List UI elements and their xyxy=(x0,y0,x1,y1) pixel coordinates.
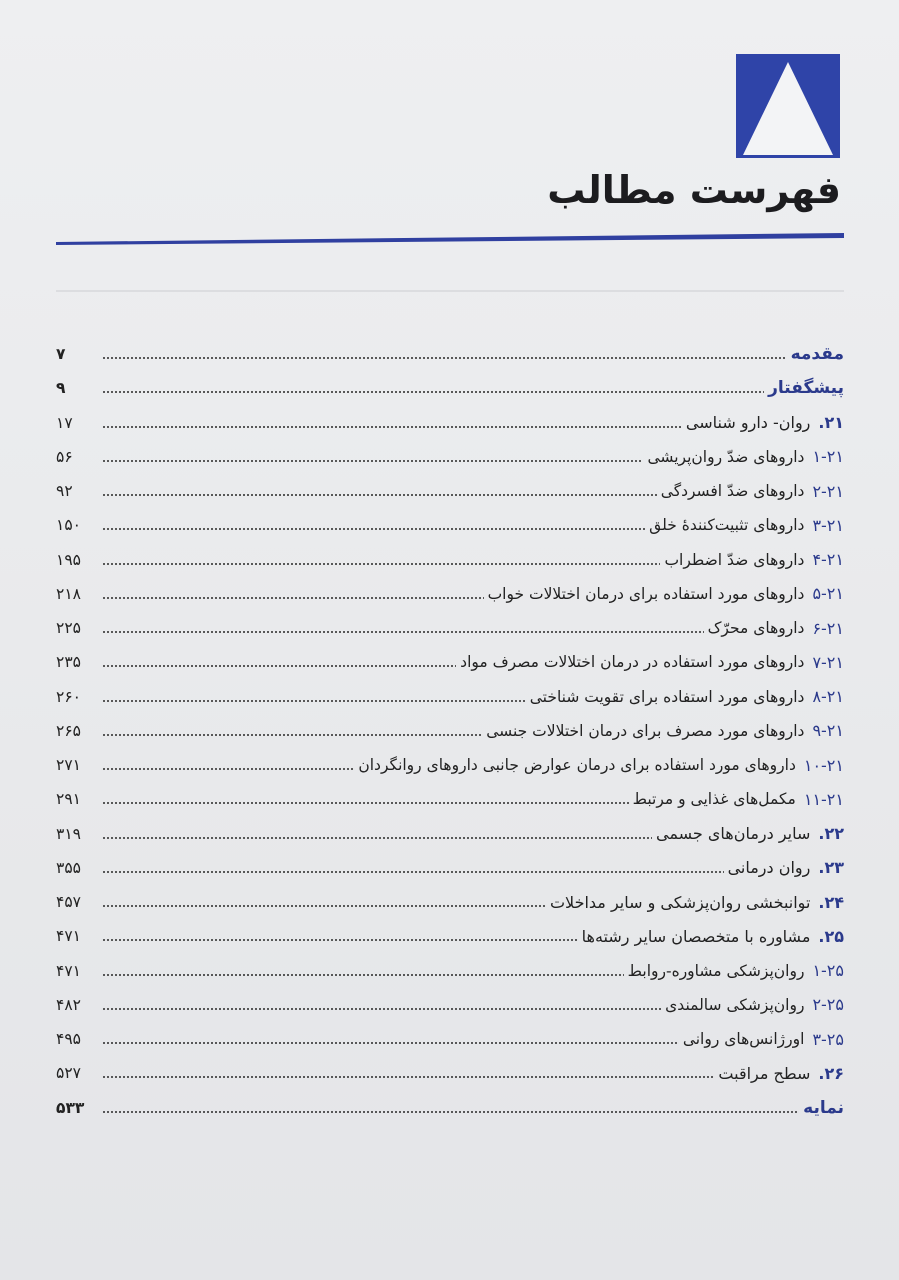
toc-page-number: ۴۹۵ xyxy=(56,1030,81,1049)
dot-leader xyxy=(102,871,724,873)
toc-entry-number: ۱۱-۲۱ xyxy=(803,789,844,809)
toc-entry-title: سایر درمان‌های جسمی xyxy=(656,824,811,844)
toc-entry-title: سطح مراقبت xyxy=(718,1063,811,1083)
toc-page-number: ۲۶۵ xyxy=(56,721,81,740)
toc-page-number: ۷ xyxy=(56,345,66,364)
toc-entry-number: ۲-۲۵ xyxy=(812,995,844,1015)
toc-page-number: ۴۷۱ xyxy=(56,961,81,980)
toc-page-number: ۲۹۱ xyxy=(56,790,81,809)
toc-row[interactable] xyxy=(56,1022,844,1056)
toc-row[interactable] xyxy=(56,714,844,748)
toc-entry-number: ۲۵. xyxy=(818,926,844,946)
toc-entry-number: ۲۲. xyxy=(818,824,844,844)
toc-entry-title: مقدمه xyxy=(790,344,844,365)
toc-entry-title: اورژانس‌های روانی xyxy=(682,1030,805,1049)
toc-row[interactable] xyxy=(56,885,844,919)
toc-entry-title: مکمل‌های غذایی و مرتبط xyxy=(632,790,796,809)
toc-entry-title: داروهای ضدّ افسردگی xyxy=(660,482,805,501)
toc-entry-title: نمایه xyxy=(803,1097,844,1118)
dot-leader xyxy=(102,837,652,839)
toc-row[interactable] xyxy=(56,371,844,405)
page-title: فهرست مطالب xyxy=(547,168,841,212)
toc-page-number: ۵۶ xyxy=(56,447,73,466)
toc-entry-title: داروهای ضدّ روان‌پریشی xyxy=(647,447,805,466)
toc-page-number: ۴۸۲ xyxy=(56,995,81,1014)
toc-row[interactable] xyxy=(56,577,844,611)
dot-leader xyxy=(102,597,484,599)
toc-page-number: ۲۷۱ xyxy=(56,756,81,775)
toc-page-number: ۴۷۱ xyxy=(56,927,81,946)
toc-row[interactable] xyxy=(56,440,844,474)
toc-page-number: ۳۱۹ xyxy=(56,824,81,843)
toc-entry-number: ۴-۲۱ xyxy=(812,550,844,570)
dot-leader xyxy=(102,939,578,941)
toc-entry-title: داروهای تثبیت‌کنندهٔ خلق xyxy=(649,516,805,535)
toc-row[interactable] xyxy=(56,748,844,782)
dot-leader xyxy=(102,1111,799,1113)
triangle-logo-icon xyxy=(736,54,840,158)
toc-entry-number: ۱۰-۲۱ xyxy=(803,755,844,775)
toc-entry-number: ۷-۲۱ xyxy=(812,652,844,672)
toc-page-number: ۲۱۸ xyxy=(56,584,81,603)
toc-entry-number: ۱-۲۱ xyxy=(812,447,844,467)
toc-row[interactable] xyxy=(56,817,844,851)
toc-entry-number: ۸-۲۱ xyxy=(812,687,844,707)
toc-page-number: ۲۳۵ xyxy=(56,653,81,672)
toc-entry-title: روان- دارو شناسی xyxy=(685,413,811,433)
dot-leader xyxy=(102,1008,661,1010)
dot-leader xyxy=(102,802,629,804)
toc-page-number: ۹۲ xyxy=(56,482,73,501)
toc-row[interactable] xyxy=(56,474,844,508)
dot-leader xyxy=(102,974,624,976)
dot-leader xyxy=(102,665,456,667)
toc-entry-title: توانبخشی روان‌پزشکی و سایر مداخلات xyxy=(549,892,811,912)
toc-row[interactable] xyxy=(56,954,844,988)
toc-entry-number: ۲۱. xyxy=(818,413,844,433)
toc-entry-title: داروهای مورد استفاده برای درمان عوارض جانبی داروهای روانگردان xyxy=(358,756,796,775)
toc-entry-title: داروهای مورد مصرف برای درمان اختلالات جنسی xyxy=(486,721,805,740)
toc-entry-number: ۹-۲۱ xyxy=(812,721,844,741)
toc-page-number: ۲۶۰ xyxy=(56,687,81,706)
dot-leader xyxy=(102,494,657,496)
faint-divider xyxy=(56,290,844,292)
toc-entry-title: داروهای ضدّ اضطراب xyxy=(664,550,805,569)
dot-leader xyxy=(102,426,682,428)
toc-page-number: ۵۳۳ xyxy=(56,1098,85,1117)
toc-row[interactable] xyxy=(56,851,844,885)
toc-row[interactable] xyxy=(56,611,844,645)
table-of-contents xyxy=(56,337,844,1125)
toc-page-number: ۱۷ xyxy=(56,413,73,432)
toc-row[interactable] xyxy=(56,543,844,577)
dot-leader xyxy=(102,631,704,633)
toc-entry-title: داروهای مورد استفاده برای درمان اختلالات خواب xyxy=(487,584,805,603)
toc-entry-title: روان‌پزشکی مشاوره-روابط xyxy=(627,961,805,980)
toc-page-number: ۲۲۵ xyxy=(56,619,81,638)
toc-row[interactable] xyxy=(56,919,844,953)
toc-entry-number: ۵-۲۱ xyxy=(812,584,844,604)
toc-row[interactable] xyxy=(56,645,844,679)
toc-entry-title: پیشگفتار xyxy=(768,378,844,399)
toc-entry-title: روان درمانی xyxy=(727,858,811,878)
toc-row[interactable] xyxy=(56,1056,844,1090)
toc-row[interactable] xyxy=(56,782,844,816)
toc-entry-number: ۲-۲۱ xyxy=(812,481,844,501)
dot-leader xyxy=(102,700,526,702)
toc-row[interactable] xyxy=(56,406,844,440)
toc-entry-number: ۲۴. xyxy=(818,892,844,912)
dot-leader xyxy=(102,528,645,530)
dot-leader xyxy=(102,460,643,462)
toc-page-number: ۹ xyxy=(56,379,66,398)
toc-entry-title: مشاوره با متخصصان سایر رشته‌ها xyxy=(581,926,811,946)
toc-page-number: ۴۵۷ xyxy=(56,893,81,912)
dot-leader xyxy=(102,1042,679,1044)
toc-page-number: ۱۵۰ xyxy=(56,516,81,535)
toc-entry-title: داروهای محرّک xyxy=(707,619,805,638)
toc-page-number: ۵۲۷ xyxy=(56,1064,81,1083)
dot-leader xyxy=(102,734,482,736)
toc-entry-title: روان‌پزشکی سالمندی xyxy=(665,995,805,1014)
toc-page-number: ۱۹۵ xyxy=(56,550,81,569)
toc-page-number: ۳۵۵ xyxy=(56,858,81,877)
toc-row[interactable] xyxy=(56,988,844,1022)
dot-leader xyxy=(102,1076,714,1078)
toc-entry-number: ۲۳. xyxy=(818,858,844,878)
dot-leader xyxy=(102,563,660,565)
dot-leader xyxy=(102,768,354,770)
toc-entry-title: داروهای مورد استفاده برای تقویت شناختی xyxy=(529,687,805,706)
toc-entry-number: ۳-۲۵ xyxy=(812,1029,844,1049)
toc-entry-title: داروهای مورد استفاده در درمان اختلالات مصرف مواد xyxy=(460,653,805,672)
toc-entry-number: ۶-۲۱ xyxy=(812,618,844,638)
toc-entry-number: ۱-۲۵ xyxy=(812,961,844,981)
toc-row[interactable] xyxy=(56,1091,844,1125)
toc-row[interactable] xyxy=(56,337,844,371)
dot-leader xyxy=(102,905,546,907)
dot-leader xyxy=(102,357,787,359)
toc-entry-number: ۲۶. xyxy=(818,1063,844,1083)
title-underline xyxy=(56,231,844,245)
toc-row[interactable] xyxy=(56,680,844,714)
toc-entry-number: ۳-۲۱ xyxy=(812,515,844,535)
toc-row[interactable] xyxy=(56,508,844,542)
dot-leader xyxy=(102,391,764,393)
